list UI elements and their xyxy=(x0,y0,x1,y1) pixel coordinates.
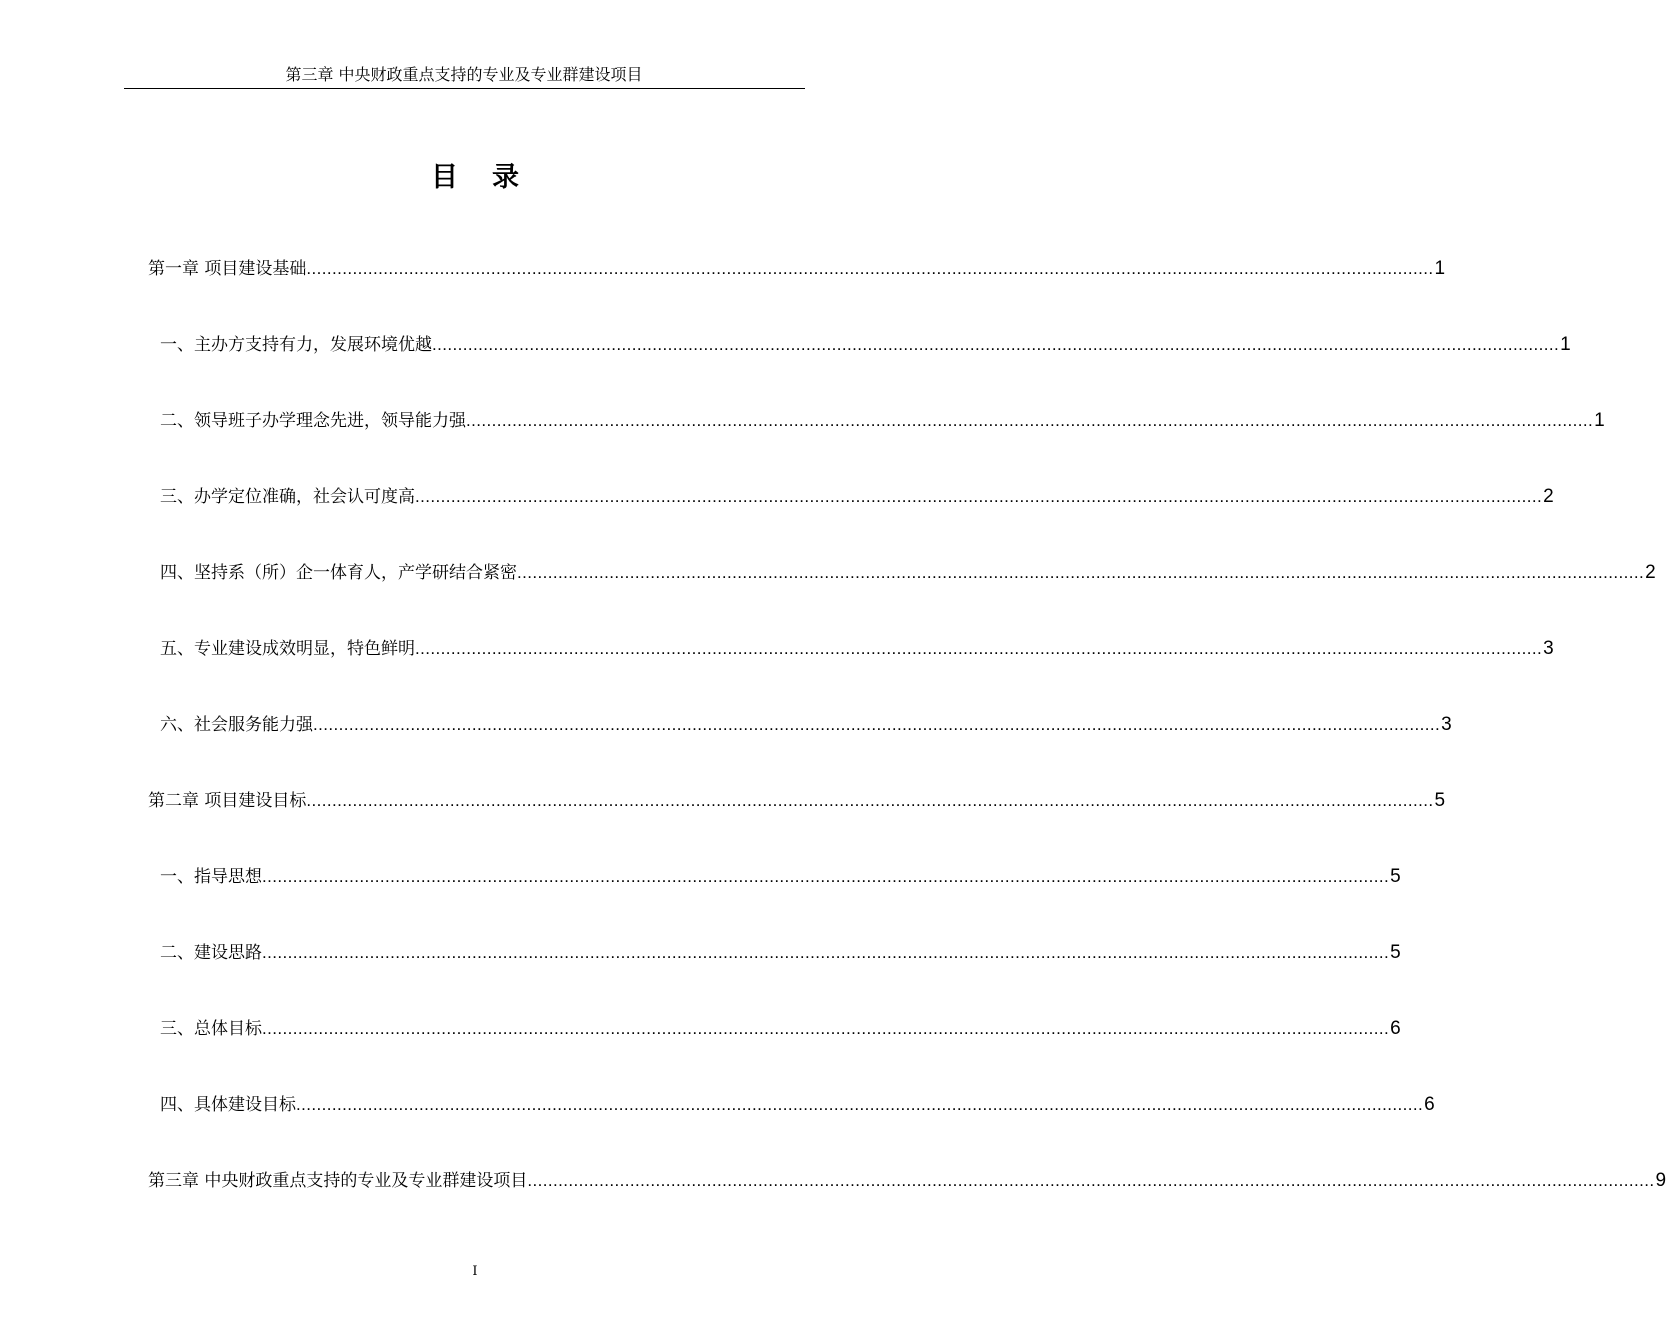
toc-dot-leader: ............................................................................................................................................................................................................................ xyxy=(313,715,1441,734)
toc-dot-leader: ............................................................................................................................................................................................................................ xyxy=(466,411,1594,430)
toc-entry-text: 三、总体目标 xyxy=(160,1019,262,1039)
toc-entry-section[interactable] xyxy=(160,560,1656,586)
header-rule xyxy=(124,88,805,89)
toc-entry-section[interactable] xyxy=(160,712,1452,738)
toc-entry-section[interactable] xyxy=(160,408,1605,434)
page-number: I xyxy=(472,1264,478,1279)
toc-entry-section[interactable] xyxy=(160,1016,1401,1042)
toc-entry-page: 2 xyxy=(1645,562,1656,583)
toc-entry-page: 3 xyxy=(1441,714,1452,735)
toc-entry-section[interactable] xyxy=(160,636,1554,662)
toc-entry-page: 9 xyxy=(1655,1170,1666,1191)
toc-dot-leader: ............................................................................................................................................................................................................................ xyxy=(415,639,1543,658)
toc-entry-chapter-1[interactable] xyxy=(148,256,1446,282)
toc-entry-section[interactable] xyxy=(160,1092,1435,1118)
toc-entry-section[interactable] xyxy=(160,484,1554,510)
toc-entry-page: 3 xyxy=(1543,638,1554,659)
toc-entry-text: 二、领导班子办学理念先进，领导能力强 xyxy=(160,411,466,431)
toc-entry-text: 二、建设思路 xyxy=(160,943,262,963)
toc-entry-text: 四、具体建设目标 xyxy=(160,1095,296,1115)
toc-dot-leader: ............................................................................................................................................................................................................................ xyxy=(262,943,1390,962)
toc-entry-section[interactable] xyxy=(160,332,1571,358)
toc-entry-text: 第一章 项目建设基础 xyxy=(148,259,307,279)
toc-dot-leader: ............................................................................................................................................................................................................................ xyxy=(262,1019,1390,1038)
toc-entry-text: 五、专业建设成效明显，特色鲜明 xyxy=(160,639,415,659)
toc-dot-leader: ............................................................................................................................................................................................................................ xyxy=(296,1095,1424,1114)
toc-entry-text: 一、主办方支持有力，发展环境优越 xyxy=(160,335,432,355)
toc-entry-chapter-2[interactable] xyxy=(148,788,1446,814)
toc-entry-section[interactable] xyxy=(160,940,1401,966)
toc-dot-leader: ............................................................................................................................................................................................................................ xyxy=(306,791,1434,810)
toc-entry-section[interactable] xyxy=(160,864,1401,890)
toc-dot-leader: ............................................................................................................................................................................................................................ xyxy=(306,259,1434,278)
toc-title: 目录 xyxy=(431,162,553,193)
toc-entry-page: 5 xyxy=(1390,866,1401,887)
toc-entry-page: 2 xyxy=(1543,486,1554,507)
toc-entry-page: 1 xyxy=(1560,334,1571,355)
toc-entry-text: 第二章 项目建设目标 xyxy=(148,791,307,811)
toc-entry-page: 6 xyxy=(1424,1094,1435,1115)
toc-entry-text: 三、办学定位准确，社会认可度高 xyxy=(160,487,415,507)
running-header: 第三章 中央财政重点支持的专业及专业群建设项目 xyxy=(285,65,643,84)
toc-entry-page: 5 xyxy=(1390,942,1401,963)
toc-entry-page: 5 xyxy=(1434,790,1446,811)
toc-dot-leader: ............................................................................................................................................................................................................................ xyxy=(415,487,1543,506)
toc-entry-page: 1 xyxy=(1434,258,1446,279)
toc-entry-text: 一、指导思想 xyxy=(160,867,262,887)
toc-entry-text: 四、坚持系（所）企一体育人，产学研结合紧密 xyxy=(160,563,517,583)
toc-entry-text: 六、社会服务能力强 xyxy=(160,715,313,735)
toc-dot-leader: ............................................................................................................................................................................................................................ xyxy=(517,563,1645,582)
toc-entry-page: 1 xyxy=(1594,410,1605,431)
toc-entry-page: 6 xyxy=(1390,1018,1401,1039)
toc-entry-chapter-3[interactable] xyxy=(148,1168,1666,1194)
toc-dot-leader: ............................................................................................................................................................................................................................ xyxy=(432,335,1560,354)
toc-entry-text: 第三章 中央财政重点支持的专业及专业群建设项目 xyxy=(148,1171,528,1191)
toc-dot-leader: ............................................................................................................................................................................................................................ xyxy=(262,867,1390,886)
toc-dot-leader: ............................................................................................................................................................................................................................ xyxy=(527,1171,1655,1190)
